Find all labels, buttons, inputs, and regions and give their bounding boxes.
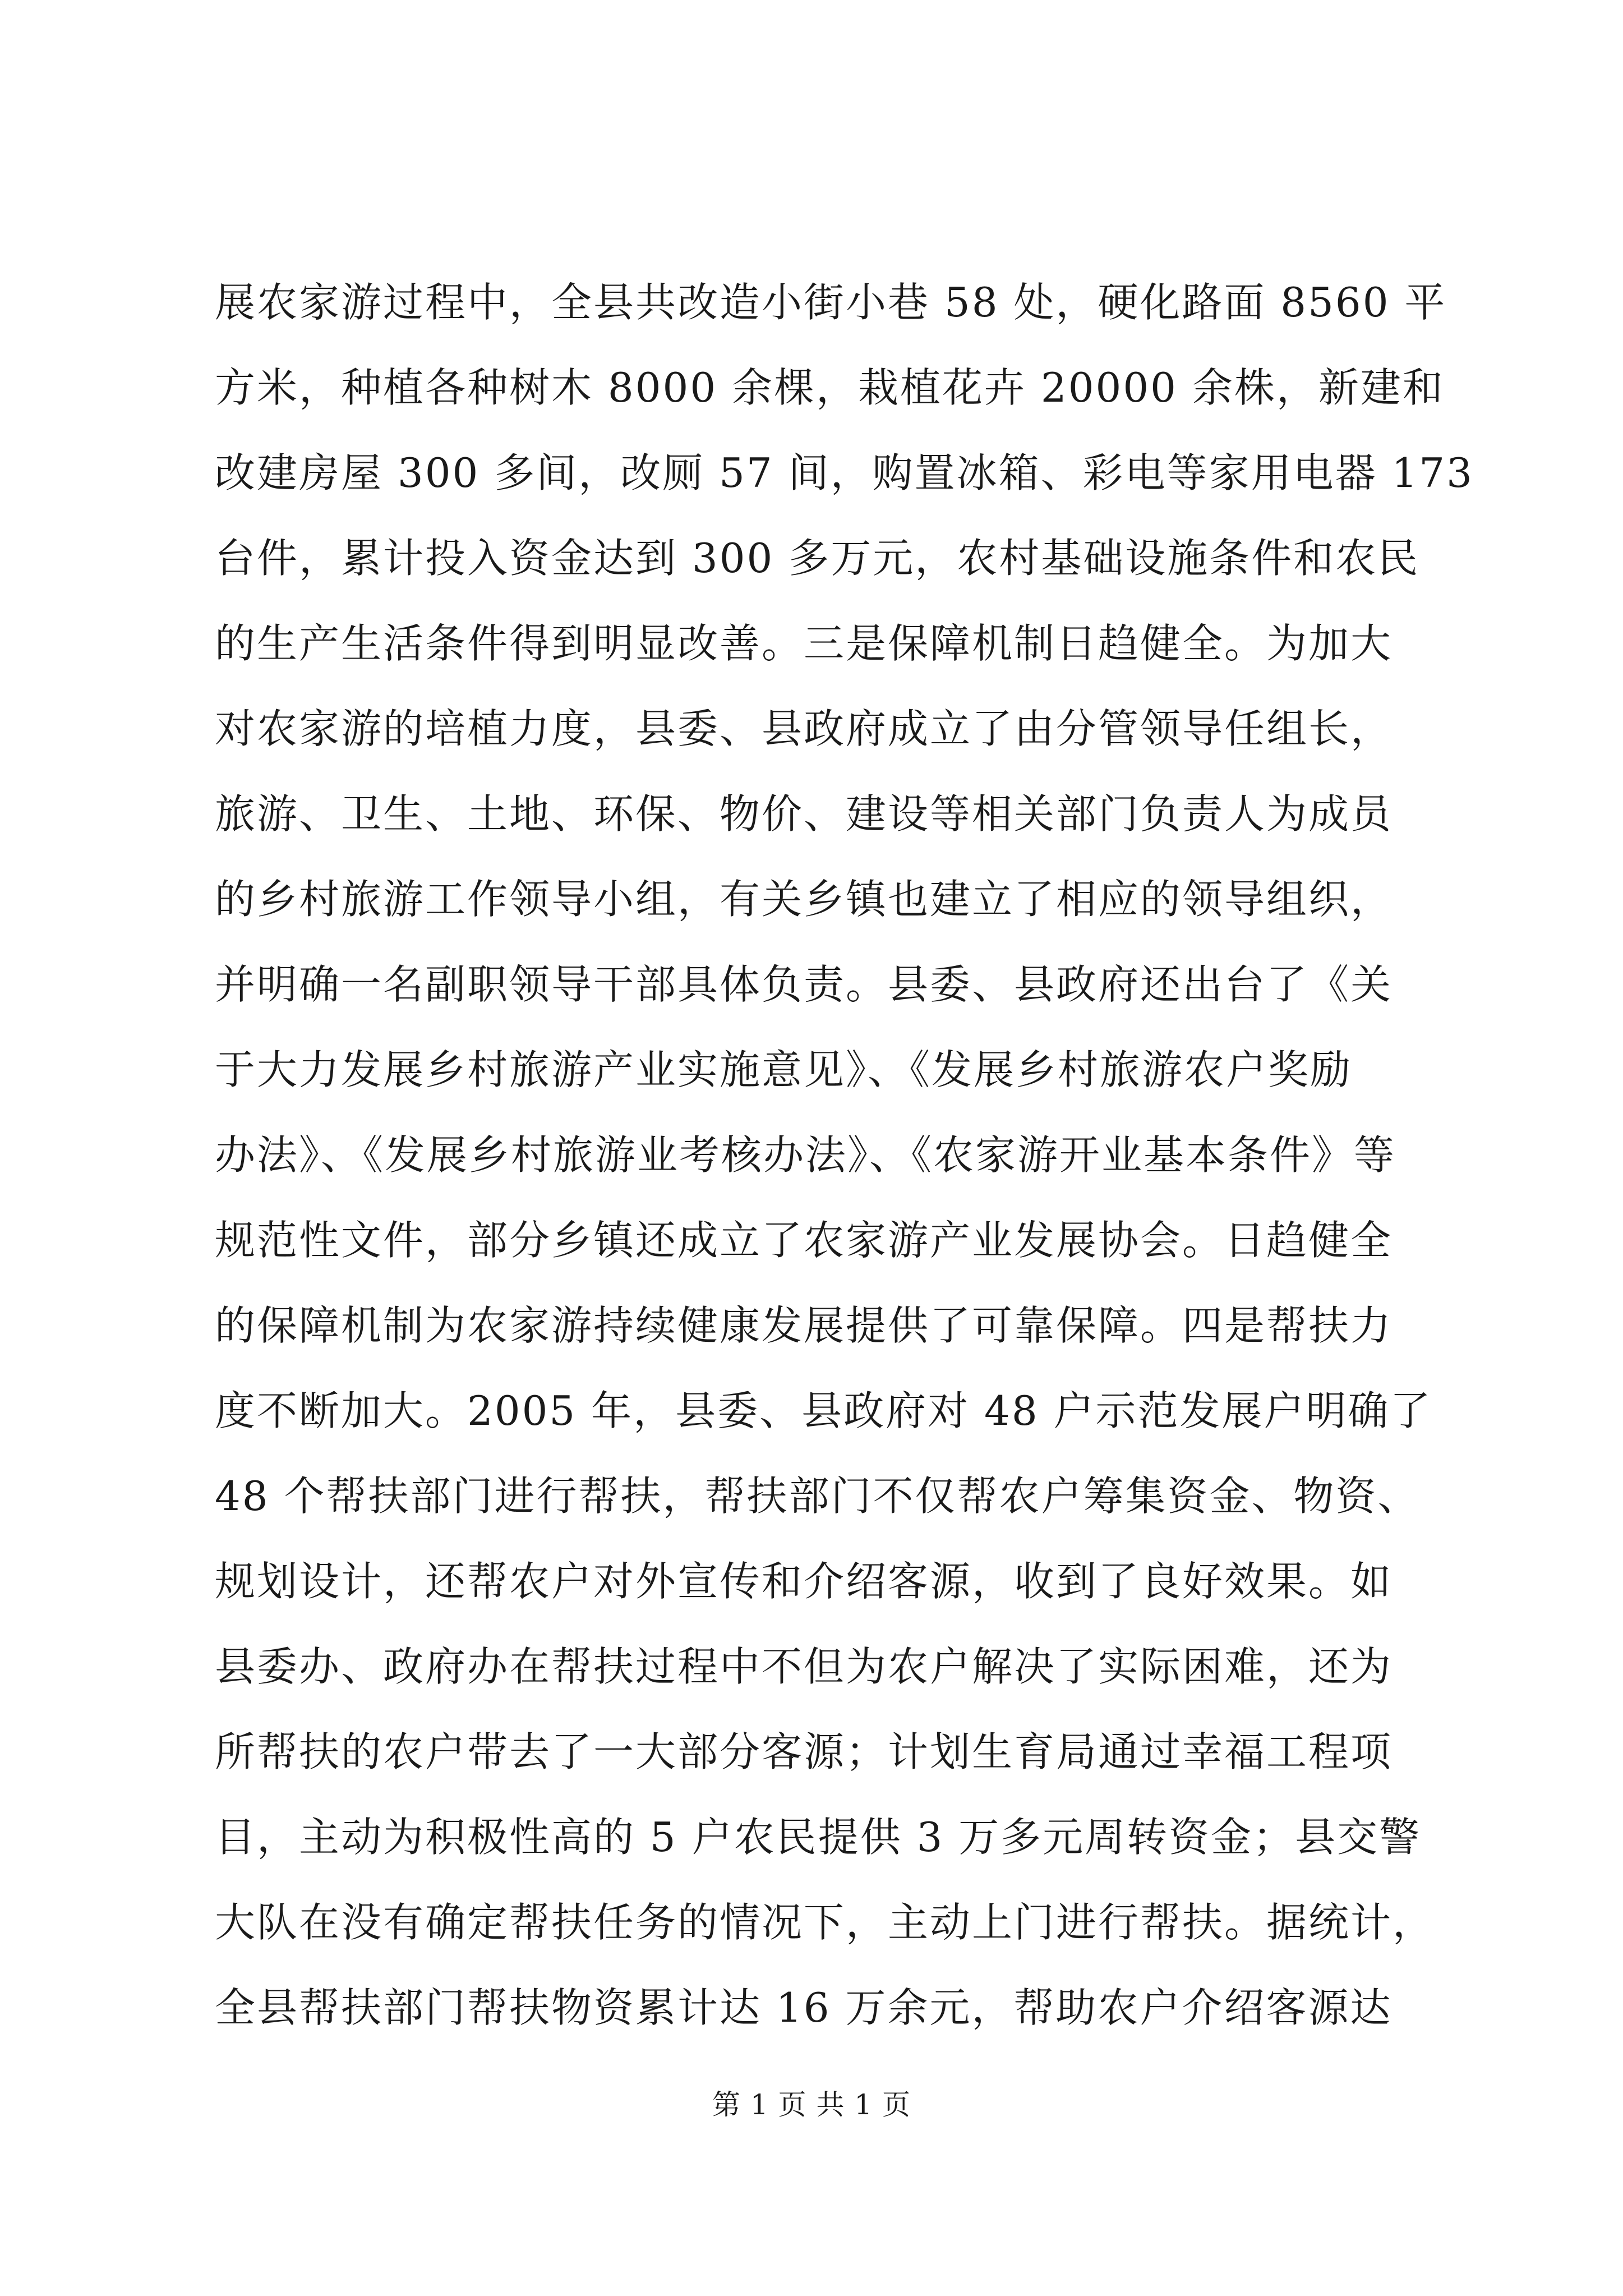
text-line: 的保障机制为农家游持续健康发展提供了可靠保障。四是帮扶力 <box>215 1302 1393 1349</box>
text-line: 并明确一名副职领导干部具体负责。县委、县政府还出台了《关 <box>215 961 1393 1008</box>
text-line: 目，主动为积极性高的 5 户农民提供 3 万多元周转资金；县交警 <box>215 1814 1422 1861</box>
text-line: 办法》、《发展乡村旅游业考核办法》、《农家游开业基本条件》等 <box>215 1131 1396 1179</box>
text-line: 规范性文件，部分乡镇还成立了农家游产业发展协会。日趋健全 <box>215 1217 1393 1264</box>
text-line: 度不断加大。2005 年，县委、县政府对 48 户示范发展户明确了 <box>215 1387 1432 1434</box>
text-line: 展农家游过程中，全县共改造小街小巷 58 处，硬化路面 8560 平 <box>215 279 1447 326</box>
text-line: 台件，累计投入资金达到 300 多万元，农村基础设施条件和农民 <box>215 535 1420 582</box>
text-line: 所帮扶的农户带去了一大部分客源；计划生育局通过幸福工程项 <box>215 1728 1393 1775</box>
text-line: 48 个帮扶部门进行帮扶，帮扶部门不仅帮农户筹集资金、物资、 <box>215 1473 1420 1520</box>
text-line: 大队在没有确定帮扶任务的情况下，主动上门进行帮扶。据统计， <box>215 1899 1435 1946</box>
text-line: 全县帮扶部门帮扶物资累计达 16 万余元，帮助农户介绍客源达 <box>215 1984 1393 2031</box>
body-text <box>215 260 1474 2050</box>
text-line: 对农家游的培植力度，县委、县政府成立了由分管领导任组长， <box>215 705 1393 752</box>
text-line: 改建房屋 300 多间，改厕 57 间，购置冰箱、彩电等家用电器 173 <box>215 449 1474 496</box>
text-line: 规划设计，还帮农户对外宣传和介绍客源，收到了良好效果。如 <box>215 1558 1393 1605</box>
text-line: 的乡村旅游工作领导小组，有关乡镇也建立了相应的领导组织， <box>215 876 1393 923</box>
text-line: 旅游、卫生、土地、环保、物价、建设等相关部门负责人为成员 <box>215 790 1393 838</box>
text-line: 方米，种植各种树木 8000 余棵，栽植花卉 20000 余株，新建和 <box>215 364 1445 411</box>
text-line: 的生产生活条件得到明显改善。三是保障机制日趋健全。为加大 <box>215 620 1393 667</box>
page-footer: 第 1 页 共 1 页 <box>712 2088 911 2121</box>
text-line: 于大力发展乡村旅游产业实施意见》、《发展乡村旅游农户奖励 <box>215 1046 1353 1093</box>
text-line: 县委办、政府办在帮扶过程中不但为农户解决了实际困难，还为 <box>215 1643 1393 1690</box>
